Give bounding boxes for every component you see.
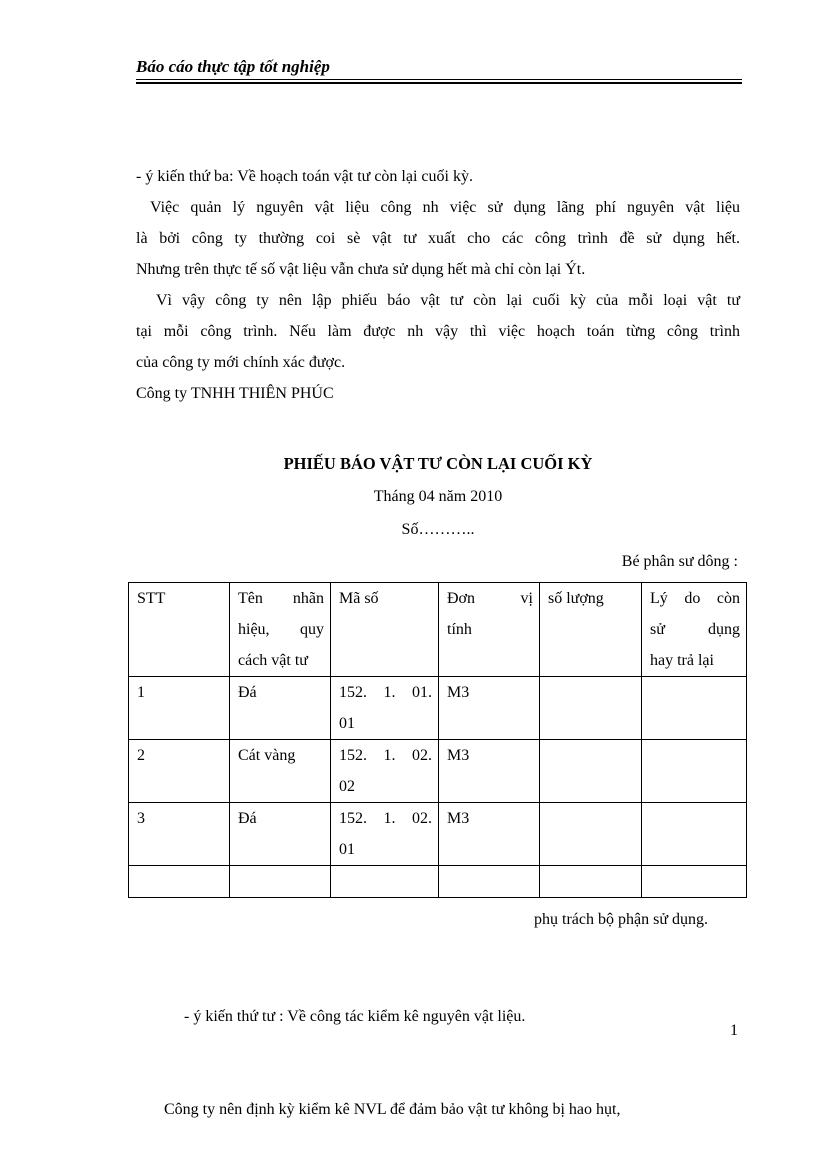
paragraph-line: tại mỗi công trình. Nếu làm được nh vậy thì việc hoạch toán từng công trình xyxy=(136,323,740,340)
paragraph-line: Vì vậy công ty nên lập phiếu báo vật tư còn lại cuối kỳ của mỗi loại vật tư xyxy=(156,292,740,309)
cell-code-line: 152. 1. 02. xyxy=(339,747,432,764)
header-unit-line: Đơn vị xyxy=(447,590,533,607)
cell-empty xyxy=(642,866,747,898)
header-unit xyxy=(439,583,540,677)
cell-name: Cát vàng xyxy=(230,740,331,803)
paragraph-line: là bởi công ty thường coi sè vật tư xuất cho các công trình đề sử dụng hết. xyxy=(136,230,740,247)
header-rule-thick xyxy=(136,82,742,84)
header-title: Báo cáo thực tập tốt nghiệp xyxy=(136,57,330,76)
paragraph-third-opinion: - ý kiến thứ ba: Về hoạch toán vật tư còn lại cuối kỳ. xyxy=(136,168,473,185)
header-code: Mã số xyxy=(331,583,439,677)
page-header xyxy=(136,56,742,78)
cell-unit: M3 xyxy=(439,677,540,740)
paragraph-line: Nhưng trên thực tế số vật liệu vẫn chưa sử dụng hết mà chỉ còn lại Ýt. xyxy=(136,261,586,278)
cell-empty xyxy=(129,866,230,898)
form-date: Tháng 04 năm 2010 xyxy=(373,488,503,505)
header-reason-line: Lý do còn xyxy=(650,590,740,607)
table-row xyxy=(129,677,747,740)
cell-stt: 3 xyxy=(129,803,230,866)
header-name xyxy=(230,583,331,677)
cell-quantity xyxy=(540,740,642,803)
form-department: Bé phân sư dông : xyxy=(621,553,738,570)
cell-reason xyxy=(642,740,747,803)
cell-code xyxy=(331,803,439,866)
cell-stt: 2 xyxy=(129,740,230,803)
cell-code xyxy=(331,740,439,803)
header-quantity: số lượng xyxy=(540,583,642,677)
header-unit-line: tính xyxy=(447,621,472,638)
table-header-row xyxy=(129,583,747,677)
cell-unit: M3 xyxy=(439,803,540,866)
table-row-empty xyxy=(129,866,747,898)
cell-empty xyxy=(439,866,540,898)
table-row xyxy=(129,803,747,866)
cell-code-line: 01 xyxy=(339,841,355,858)
header-stt: STT xyxy=(129,583,230,677)
paragraph-line: Việc quản lý nguyên vật liệu công nh việc sử dụng lãng phí nguyên vật liệu xyxy=(150,199,740,216)
paragraph-fourth-opinion: - ý kiến thứ tư : Về công tác kiểm kê nguyên vật liệu. xyxy=(184,1008,526,1025)
header-name-line: Tên nhãn xyxy=(238,590,324,607)
cell-reason xyxy=(642,803,747,866)
cell-reason xyxy=(642,677,747,740)
form-title: PHIẾU BÁO VẬT TƯ CÒN LẠI CUỐI KỲ xyxy=(283,454,593,473)
cell-code-line: 152. 1. 01. xyxy=(339,684,432,701)
inventory-table xyxy=(128,582,747,898)
cell-empty xyxy=(540,866,642,898)
header-rule-thin xyxy=(136,79,742,80)
cell-name: Đá xyxy=(230,677,331,740)
cell-code-line: 02 xyxy=(339,778,355,795)
cell-code xyxy=(331,677,439,740)
cell-quantity xyxy=(540,803,642,866)
cell-unit: M3 xyxy=(439,740,540,803)
table-row xyxy=(129,740,747,803)
cell-empty xyxy=(230,866,331,898)
form-footer: phụ trách bộ phận sử dụng. xyxy=(534,911,708,928)
header-name-line: cách vật tư xyxy=(238,652,308,669)
body-text-intro xyxy=(136,161,740,409)
body-text-after xyxy=(136,939,740,1156)
header-reason xyxy=(642,583,747,677)
cell-quantity xyxy=(540,677,642,740)
header-name-line: hiệu, quy xyxy=(238,621,324,638)
paragraph-line: Công ty nên định kỳ kiểm kê NVL để đảm bảo vật tư không bị hao hụt, xyxy=(164,1101,621,1118)
page-number: 1 xyxy=(730,1022,738,1039)
cell-code-line: 152. 1. 02. xyxy=(339,810,432,827)
header-reason-line: sử dụng xyxy=(650,621,740,638)
paragraph-line: của công ty mới chính xác được. xyxy=(136,354,346,371)
cell-stt: 1 xyxy=(129,677,230,740)
cell-code-line: 01 xyxy=(339,715,355,732)
cell-name: Đá xyxy=(230,803,331,866)
header-reason-line: hay trả lại xyxy=(650,652,714,669)
form-number: Số……….. xyxy=(401,521,475,538)
cell-empty xyxy=(331,866,439,898)
company-name: Công ty TNHH THIÊN PHÚC xyxy=(136,385,334,402)
